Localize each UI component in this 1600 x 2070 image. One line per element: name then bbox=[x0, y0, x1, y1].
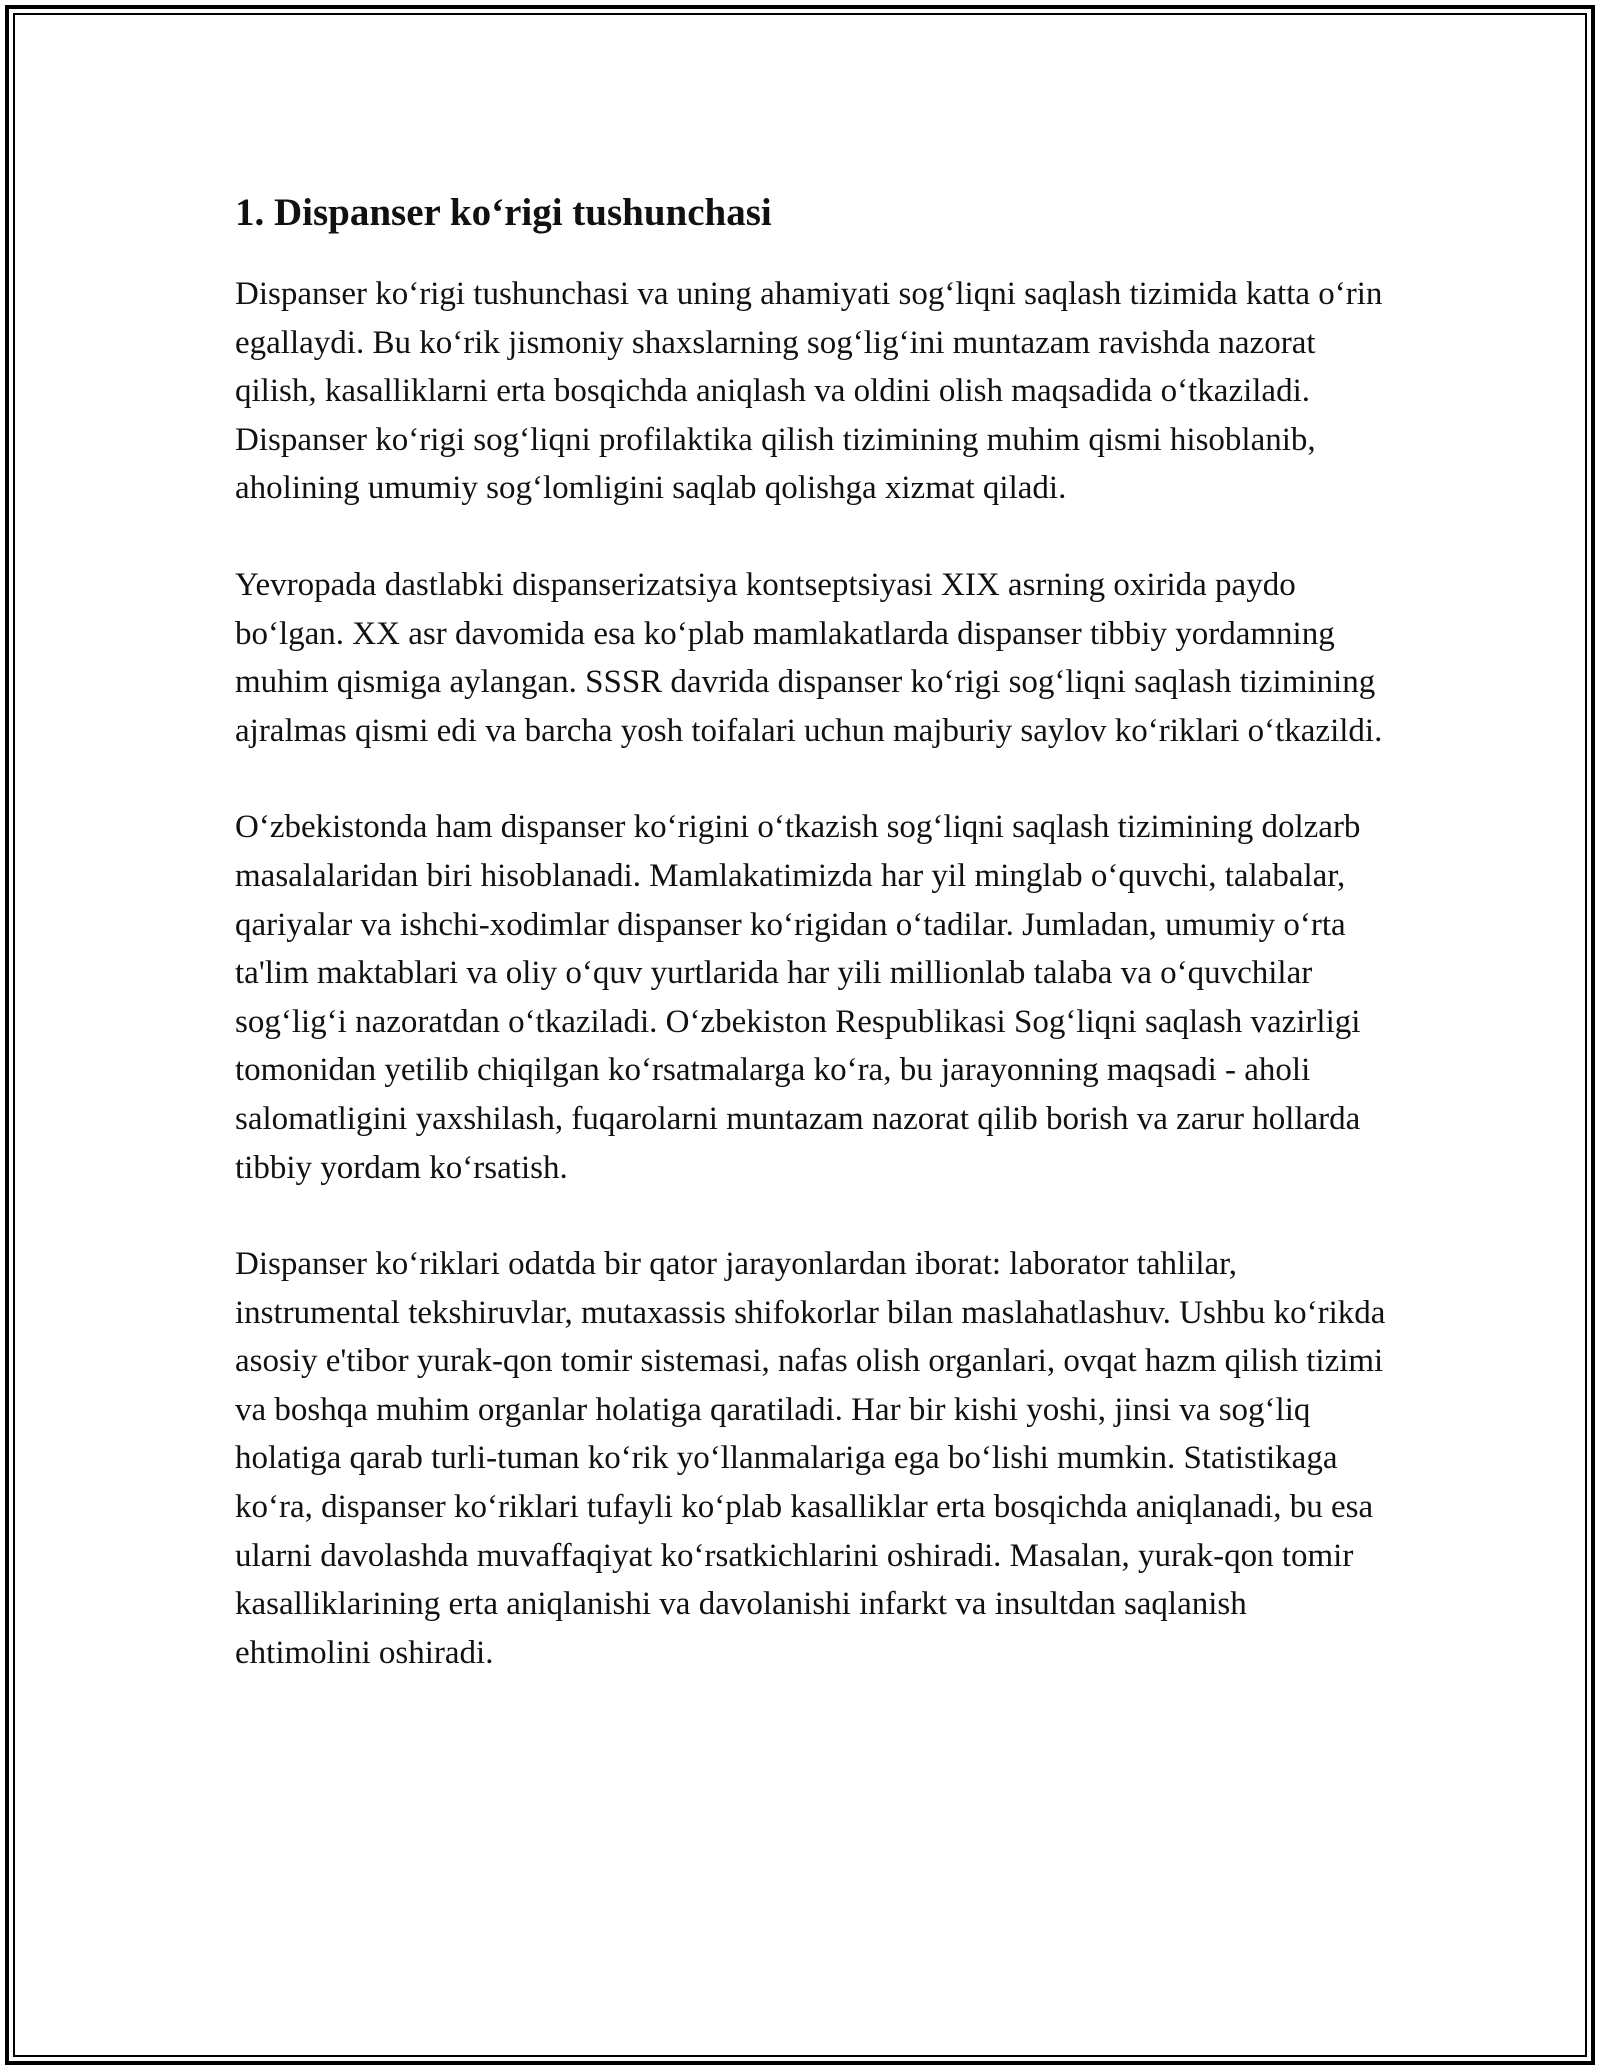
paragraph-4: Dispanser ko‘riklari odatda bir qator jarayonlardan iborat: laborator tahlilar, instrumental tekshiruvlar, mutaxassis shifokorlar bilan maslahatlashuv. Ushbu ko‘rikda asosiy e'tibor yurak-qon tomir sistemasi, nafas olish organlari, ovqat hazm qilish tizimi va boshqa muhim organlar holatiga qaratiladi. Har bir kishi yoshi, jinsi va sog‘liq holatiga qarab turli-tuman ko‘rik yo‘llanmalariga ega bo‘lishi mumkin. Statistikaga ko‘ra, dispanser ko‘riklari tufayli ko‘plab kasalliklar erta bosqichda aniqlanadi, bu esa ularni davolashda muvaffaqiyat ko‘rsatkichlarini oshiradi. Masalan, yurak-qon tomir kasalliklarining erta aniqlanishi va davolanishi infarkt va insultdan saqlanish ehtimolini oshiradi. bbox=[235, 1246, 1386, 1671]
section-heading: 1. Dispanser ko‘rigi tushunchasi bbox=[235, 191, 772, 234]
paragraph-3: O‘zbekistonda ham dispanser ko‘rigini o‘tkazish sog‘liqni saqlash tizimining dolzarb masalalaridan biri hisoblanadi. Mamlakatimizda har yil minglab o‘quvchi, talabalar, qariyalar va ishchi-xodimlar dispanser ko‘rigidan o‘tadilar. Jumladan, umumiy o‘rta ta'lim maktablari va oliy o‘quv yurtlarida har yili millionlab talaba va o‘quvchilar sog‘lig‘i nazoratdan o‘tkaziladi. O‘zbekiston Respublikasi Sog‘liqni saqlash vazirligi tomonidan yetilib chiqilgan ko‘rsatmalarga ko‘ra, bu jarayonning maqsadi - aholi salomatligini yaxshilash, fuqarolarni muntazam nazorat qilib borish va zarur hollarda tibbiy yordam ko‘rsatish. bbox=[235, 809, 1361, 1186]
paragraph-2: Yevropada dastlabki dispanserizatsiya kontseptsiyasi XIX asrning oxirida paydo bo‘lgan. XX asr davomida esa ko‘plab mamlakatlarda dispanser tibbiy yordamning muhim qismiga aylangan. SSSR davrida dispanser ko‘rigi sog‘liqni saqlash tizimining ajralmas qismi edi va barcha yosh toifalari uchun majburiy saylov ko‘riklari o‘tkazildi. bbox=[235, 566, 1383, 749]
document-body bbox=[235, 188, 1390, 1725]
paragraph-1: Dispanser ko‘rigi tushunchasi va uning ahamiyati sog‘liqni saqlash tizimida katta o‘rin egallaydi. Bu ko‘rik jismoniy shaxslarning sog‘lig‘ini muntazam ravishda nazorat qilish, kasalliklarni erta bosqichda aniqlash va oldini olish maqsadida o‘tkaziladi. Dispanser ko‘rigi sog‘liqni profilaktika qilish tizimining muhim qismi hisoblanib, aholining umumiy sog‘lomligini saqlab qolishga xizmat qiladi. bbox=[235, 276, 1383, 507]
